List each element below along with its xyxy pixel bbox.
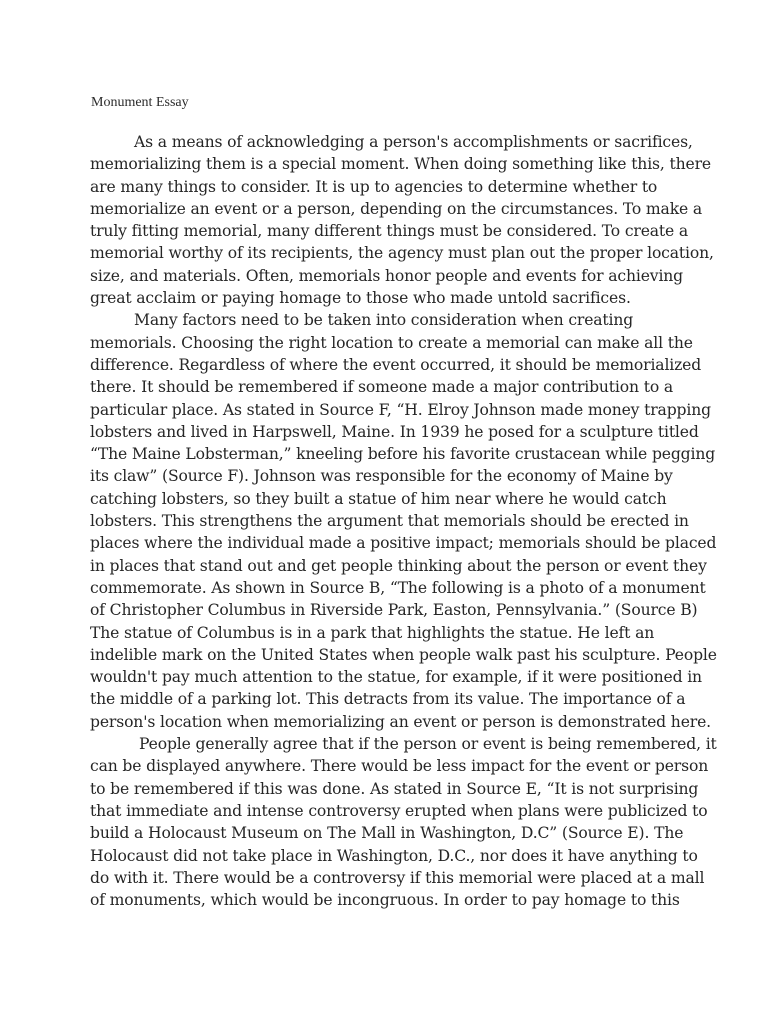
paragraph-2-line: particular place. As stated in Source F, “H. Elroy Johnson made money trapping bbox=[90, 400, 711, 419]
paragraph-2-line: memorials. Choosing the right location to create a memorial can make all the bbox=[90, 333, 693, 352]
paragraph-3-line: of monuments, which would be incongruous. In order to pay homage to this bbox=[90, 891, 680, 910]
paragraph-1-line: memorial worthy of its recipients, the agency must plan out the proper location, bbox=[90, 244, 714, 263]
paragraph-2-line: the middle of a parking lot. This detracts from its value. The importance of a bbox=[90, 690, 686, 709]
paragraph-1-line: are many things to consider. It is up to agencies to determine whether to bbox=[90, 177, 658, 196]
essay-body bbox=[90, 131, 717, 911]
paragraph-2-line: The statue of Columbus is in a park that highlights the statue. He left an bbox=[90, 623, 655, 642]
paragraph-1-line: truly fitting memorial, many different things must be considered. To create a bbox=[90, 222, 689, 241]
paragraph-2-line: of Christopher Columbus in Riverside Park, Easton, Pennsylvania.” (Source B) bbox=[90, 601, 698, 620]
paragraph-3-line: build a Holocaust Museum on The Mall in Washington, D.C” (Source E). The bbox=[90, 824, 684, 843]
paragraph-2-line: commemorate. As shown in Source B, “The following is a photo of a monument bbox=[90, 578, 706, 597]
paragraph-2-line: “The Maine Lobsterman,” kneeling before his favorite crustacean while pegging bbox=[90, 445, 716, 464]
paragraph-1-line: memorializing them is a special moment. When doing something like this, there bbox=[90, 155, 711, 174]
paragraph-2-line: lobsters and lived in Harpswell, Maine. In 1939 he posed for a sculpture titled bbox=[90, 422, 699, 441]
paragraph-2-line: difference. Regardless of where the event occurred, it should be memorialized bbox=[90, 355, 702, 374]
paragraph-2-line: person's location when memorializing an event or person is demonstrated here. bbox=[90, 712, 711, 731]
paragraph-3-line: People generally agree that if the person or event is being remembered, it bbox=[139, 735, 717, 754]
paragraph-3-line: can be displayed anywhere. There would be less impact for the event or person bbox=[90, 757, 709, 776]
paragraph-3-line: Holocaust did not take place in Washington, D.C., nor does it have anything to bbox=[90, 846, 698, 865]
paragraph-2-line: indelible mark on the United States when people walk past his sculpture. People bbox=[90, 645, 717, 664]
paragraph-2-line: its claw” (Source F). Johnson was responsible for the economy of Maine by bbox=[90, 467, 673, 486]
paragraph-1-line: great acclaim or paying homage to those who made untold sacrifices. bbox=[90, 289, 631, 308]
paragraph-2-line: places where the individual made a positive impact; memorials should be placed bbox=[90, 534, 717, 553]
paragraph-2-line: there. It should be remembered if someone made a major contribution to a bbox=[90, 378, 674, 397]
paragraph-2-line: in places that stand out and get people thinking about the person or event they bbox=[90, 556, 707, 575]
paragraph-2-line: lobsters. This strengthens the argument that memorials should be erected in bbox=[90, 512, 689, 531]
paragraph-3-line: that immediate and intense controversy erupted when plans were publicized to bbox=[90, 801, 708, 820]
paragraph-1-line: memorialize an event or a person, depending on the circumstances. To make a bbox=[90, 199, 703, 218]
paragraph-2-line: wouldn't pay much attention to the statue, for example, if it were positioned in bbox=[90, 668, 702, 687]
paragraph-2-line: catching lobsters, so they built a statue of him near where he would catch bbox=[90, 489, 667, 508]
paragraph-3-line: to be remembered if this was done. As stated in Source E, “It is not surprising bbox=[90, 779, 699, 798]
document-title: Monument Essay bbox=[91, 95, 189, 110]
paragraph-1-line: As a means of acknowledging a person's accomplishments or sacrifices, bbox=[134, 133, 693, 151]
paragraph-1-line: size, and materials. Often, memorials honor people and events for achieving bbox=[90, 266, 684, 285]
paragraph-3-line: do with it. There would be a controversy if this memorial were placed at a mall bbox=[90, 868, 705, 887]
paragraph-2-line: Many factors need to be taken into consideration when creating bbox=[134, 311, 634, 330]
